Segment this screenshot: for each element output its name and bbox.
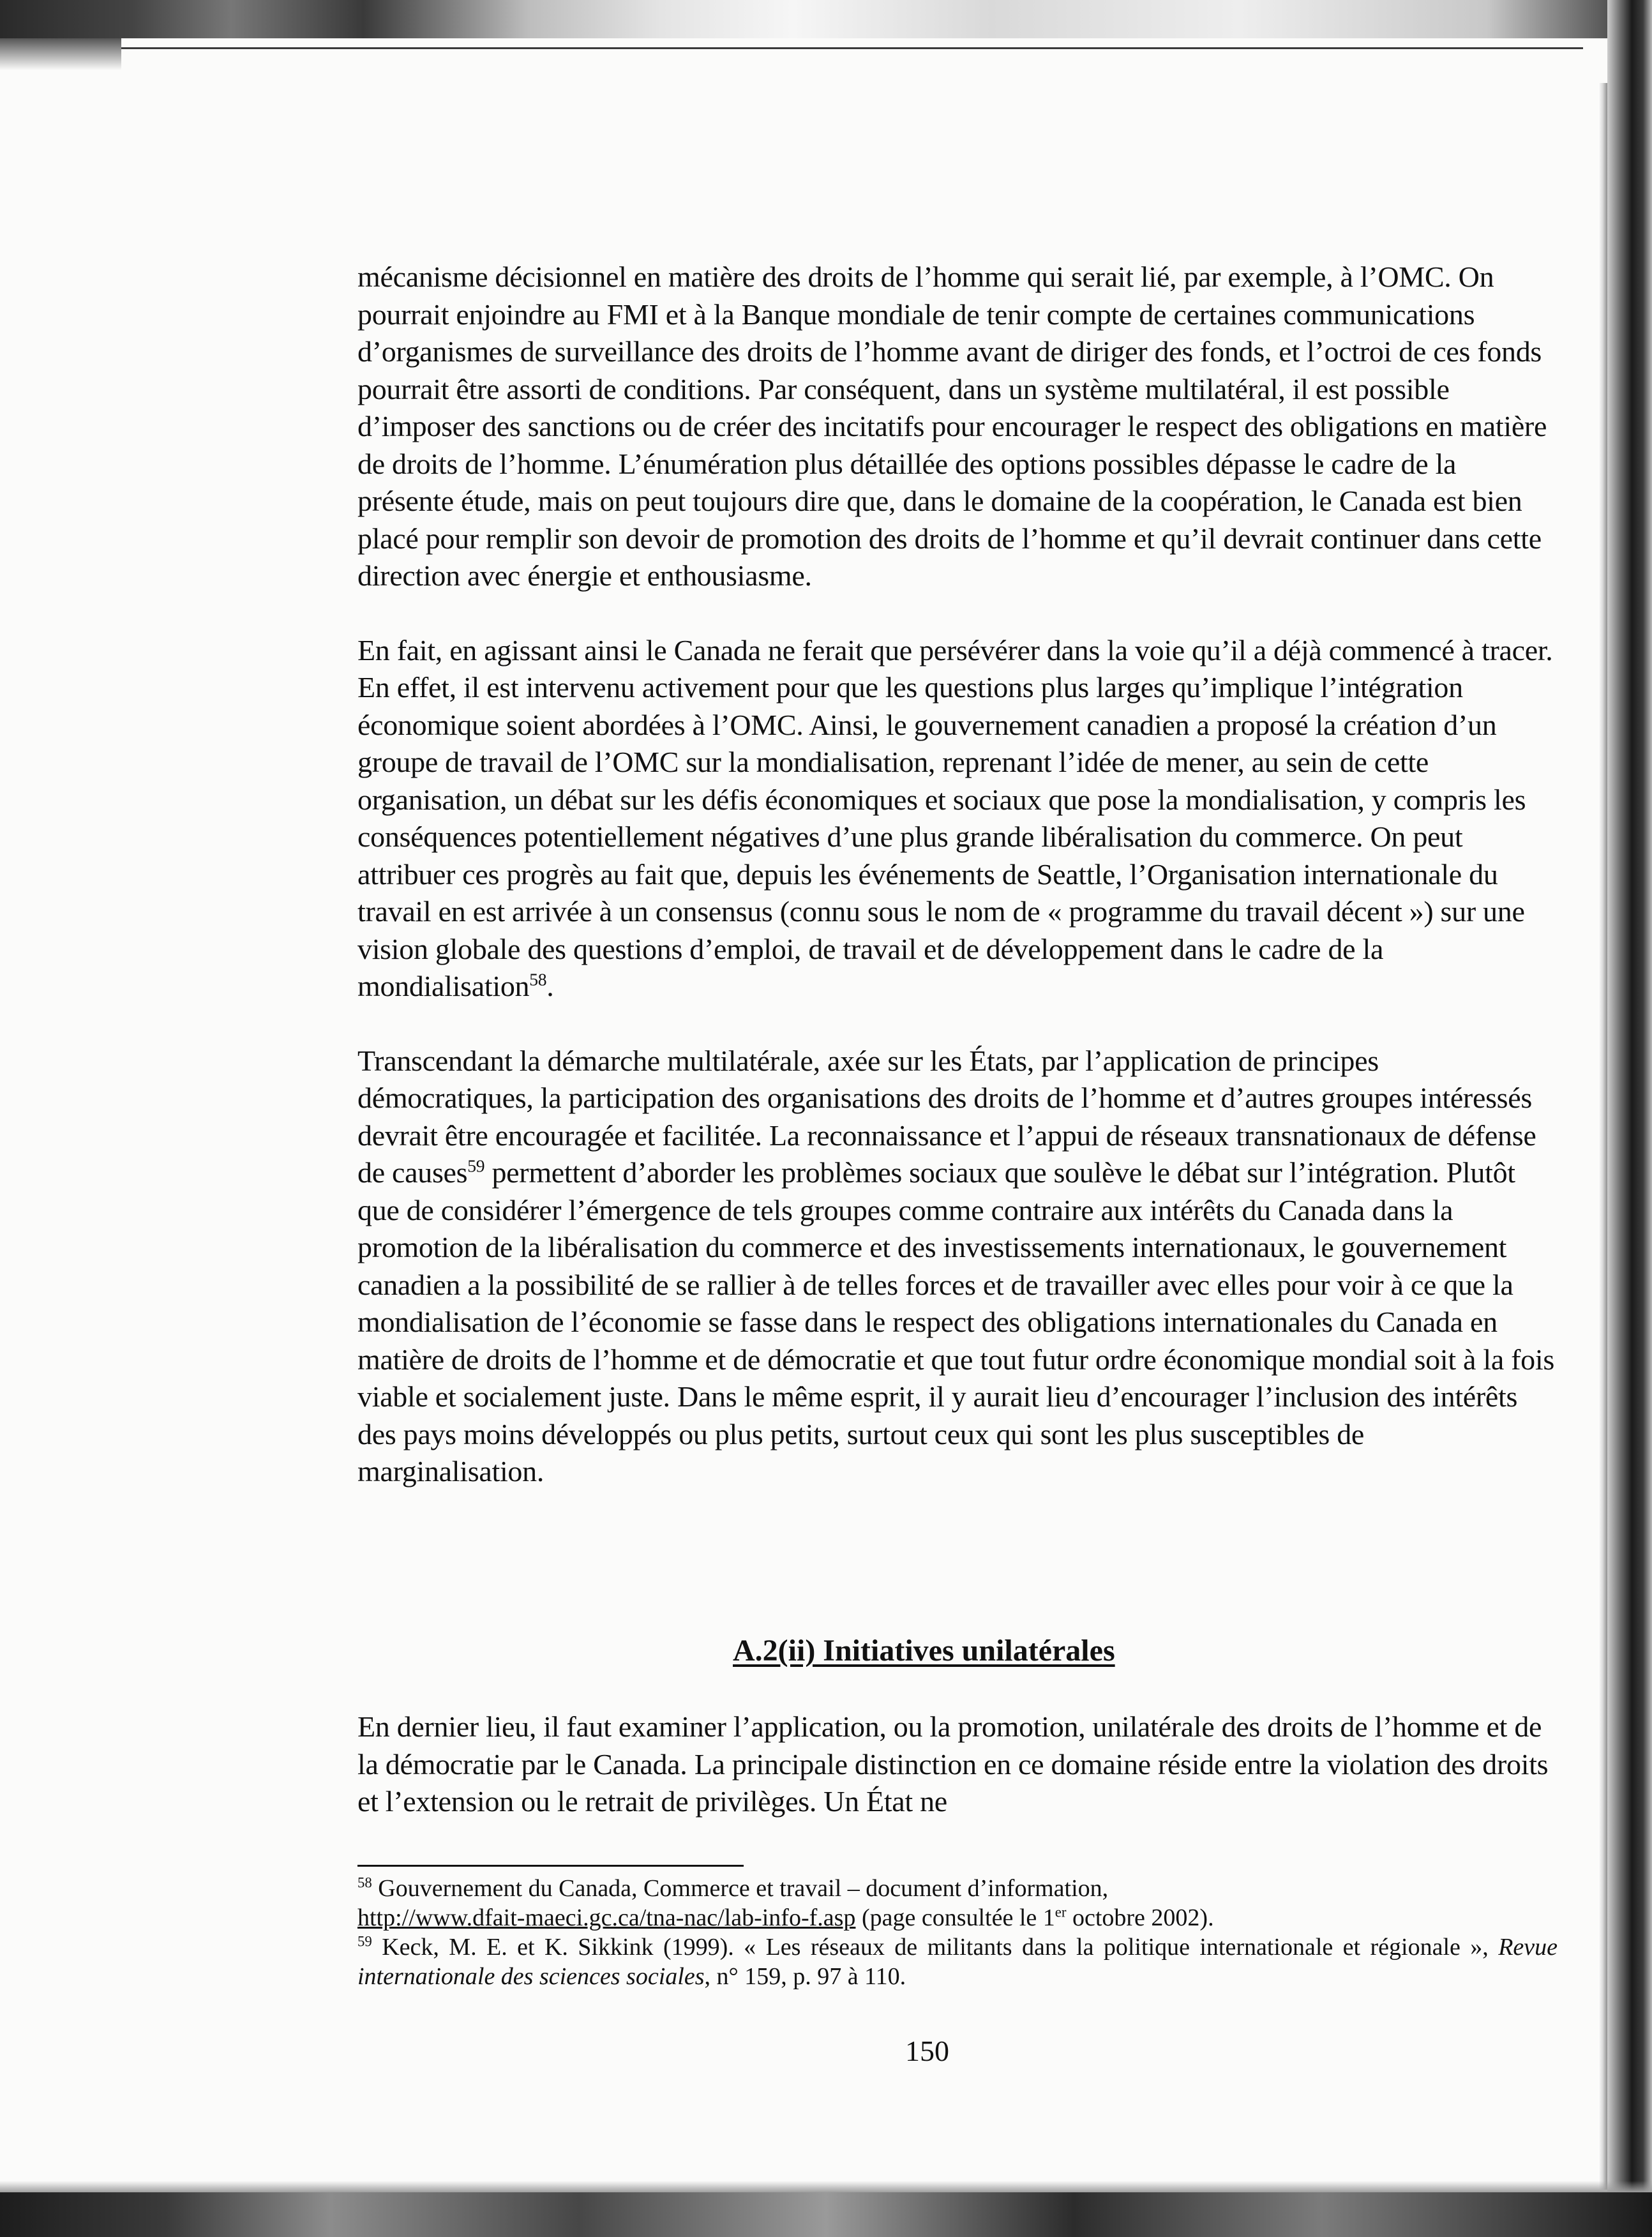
footnote-59-text: Keck, M. E. et K. Sikkink (1999). « Les réseaux de militants dans la politique internationale et régionale », [382,1934,1499,1961]
paragraph-2-end: . [546,970,554,1002]
paragraph-2-text: En fait, en agissant ainsi le Canada ne ferait que persévérer dans la voie qu’il a déjà commencé à tracer. En effet, il est intervenu activement pour que les questions plus larges qu’implique l’intégration économique soient abordées à l’OMC. Ainsi, le gouvernement canadien a proposé la création d’un groupe de travail de l’OMC sur la mondialisation, reprenant l’idée de mener, au sein de cette organisation, un débat sur les défis économiques et sociaux que pose la mondialisation, y compris les conséquences potentiellement négatives d’une plus grande libéralisation du commerce. On peut attribuer ces progrès au fait que, depuis les événements de Seattle, l’Organisation internationale du travail en est arrivée à un consensus (connu sous le nom de « programme du travail décent ») sur une vision globale des questions d’emploi, de travail et de développement dans le cadre de la mondialisation [357,633,1553,1002]
paragraph-2 [357,632,1558,1006]
footnote-58-link[interactable]: http://www.dfait-maeci.gc.ca/tna-nac/lab-info-f.asp [357,1904,856,1931]
footnote-58 [357,1874,1558,1932]
footnote-ref-59: 59 [467,1156,485,1176]
footnote-58-after-url: (page consultée le 1 [855,1904,1055,1931]
paragraph-1: mécanisme décisionnel en matière des droits de l’homme qui serait lié, par exemple, à l’OMC. On pourrait enjoindre au FMI et à la Banque mondiale de tenir compte de certaines communications d’organismes de surveillance des droits de l’homme avant de diriger des fonds, et l’octroi de ces fonds pourrait être assorti de conditions. Par conséquent, dans un système multilatéral, il est possible d’imposer des sanctions ou de créer des incitatifs pour encourager le respect des obligations en matière de droits de l’homme. L’énumération plus détaillée des options possibles dépasse le cadre de la présente étude, mais on peut toujours dire que, dans le domaine de la coopération, le Canada est bien placé pour remplir son devoir de promotion des droits de l’homme et qu’il devrait continuer dans cette direction avec énergie et enthousiasme. [357,260,1547,592]
scan-edge-right [1607,0,1652,2237]
scan-edge-top [0,0,1652,38]
footnote-59-end: , n° 159, p. 97 à 110. [704,1963,906,1990]
section-heading: A.2(ii) Initiatives unilatérales [733,1634,1115,1668]
footnote-58-number: 58 [357,1874,372,1891]
scan-edge-bottom [0,2192,1652,2237]
paragraph-3 [357,1043,1558,1491]
footnote-separator [357,1865,744,1867]
paragraph-3-part2: permettent d’aborder les problèmes sociaux que soulève le débat sur l’intégration. Plutôt que de considérer l’émergence de tels groupes comme contraire aux intérêts du Canada dans la promotion de la libéralisation du commerce et des investissements internationaux, le gouvernement canadien a la possibilité de se rallier à de telles forces et de travailler avec elles pour voir à ce que la mondialisation de l’économie se fasse dans le respect des obligations internationales du Canada en matière de droits de l’homme et de démocratie et que tout futur ordre économique mondial soit à la fois viable et socialement juste. Dans le même esprit, il y aurait lieu d’encourager l’inclusion des intérêts des pays moins développés ou plus petits, surtout ceux qui sont les plus susceptibles de marginalisation. [357,1156,1554,1488]
scan-rule-top [0,47,1583,49]
footnote-ref-58: 58 [529,969,547,990]
body-text [357,259,1558,1528]
footnote-59-number: 59 [357,1933,372,1950]
footnote-58-text: Gouvernement du Canada, Commerce et travail – document d’information, [378,1875,1109,1902]
footnote-59 [357,1932,1558,1991]
scan-mark-left [0,38,121,70]
paragraph-3-part1: Transcendant la démarche multilatérale, axée sur les États, par l’application de principes démocratiques, la participation des organisations des droits de l’homme et d’autres groupes intéressés devrait être encouragée et facilitée. La reconnaissance et l’appui de réseaux transnationaux de défense de causes [357,1044,1536,1189]
scan-shadow-bottom [0,2181,1652,2192]
footnotes [357,1874,1558,1991]
page-number: 150 [905,2035,949,2067]
footnote-59-journal: Revue internationale des sciences sociales [357,1934,1558,1990]
scan-shadow-right [1598,83,1607,2190]
paragraph-4: En dernier lieu, il faut examiner l’application, ou la promotion, unilatérale des droits de l’homme et de la démocratie par le Canada. La principale distinction en ce domaine réside entre la violation des droits et l’extension ou le retrait de privilèges. Un État ne [357,1710,1549,1818]
footnote-58-ordinal: er [1055,1904,1067,1920]
footnote-58-date-end: octobre 2002). [1066,1904,1214,1931]
